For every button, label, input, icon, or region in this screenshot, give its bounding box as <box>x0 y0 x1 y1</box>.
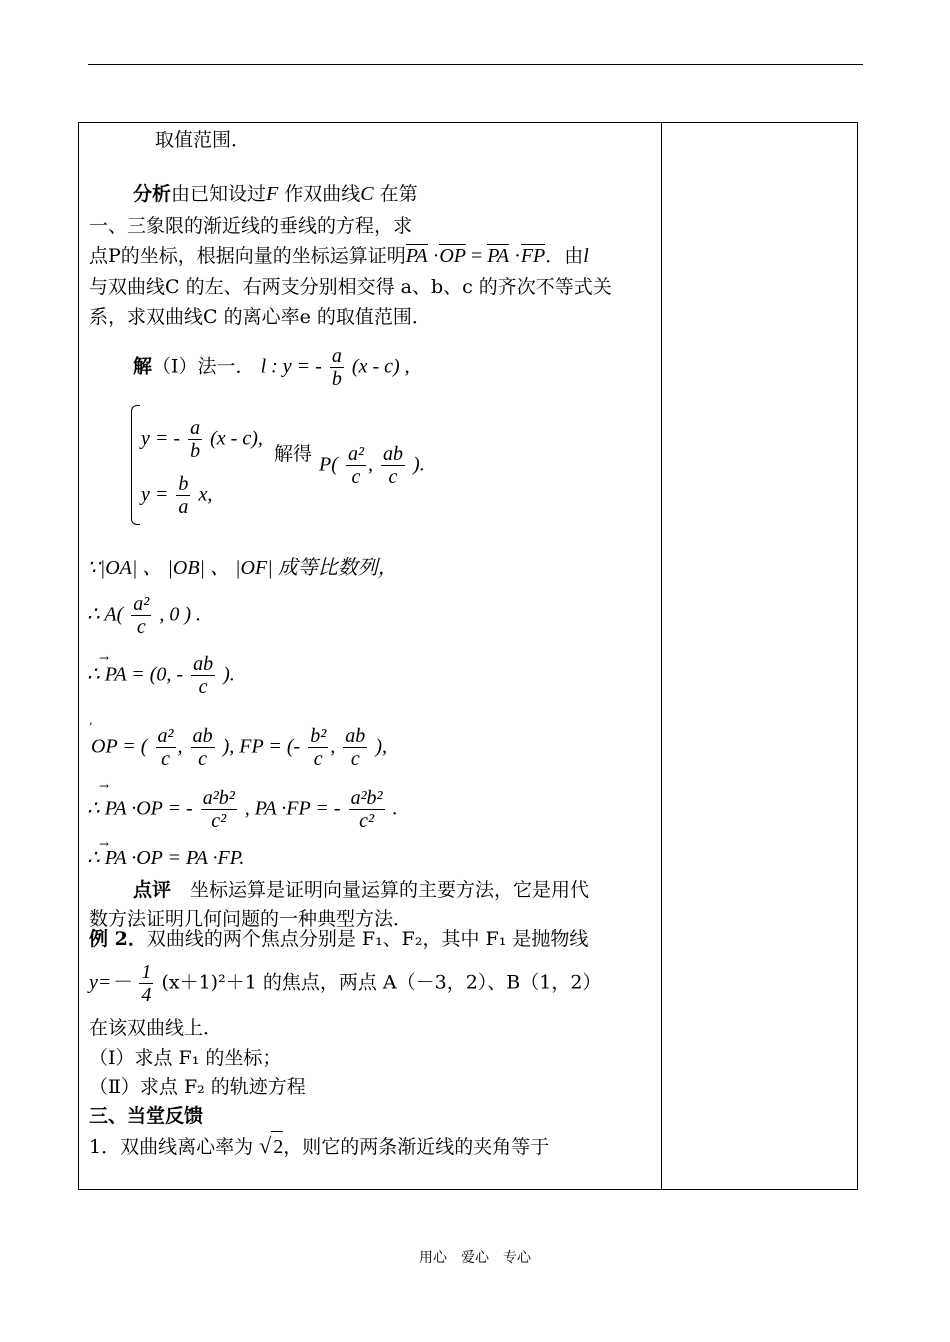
point-P: P( $\frac{\text{a²}}{c}$ , $\frac{ab}{c}$ ). <box>319 443 425 488</box>
fraction: $\frac{\text{a²}}{c}$ <box>157 725 174 770</box>
text: 由已知设过 <box>171 183 267 205</box>
fraction: $\frac{ab}{c}$ <box>382 443 403 488</box>
math: C <box>360 183 374 205</box>
geometric-sequence-line: ∵|OA| 、 |OB| 、 |OF| 成等比数列， <box>87 557 398 579</box>
text: （Ⅰ）法一． <box>152 355 255 378</box>
math: l : y = - <box>260 355 322 378</box>
analysis-label: 分析 <box>133 183 172 205</box>
math: l <box>583 245 589 267</box>
vector-arrow: → <box>99 779 110 793</box>
text-line: （Ⅱ）求点 F₂ 的轨迹方程 <box>89 1076 306 1098</box>
math: F <box>266 183 279 205</box>
dot-product-line: ∴ PA ·OP = - $\frac{\text{a²b²}}{\text{c²}}$ , PA ·FP = - $\frac{\text{a²b²}}{\text{c²}}$ . <box>87 787 398 832</box>
math: · <box>427 245 440 267</box>
comment-label: 点评 <box>133 879 172 901</box>
comment-line: 点评 坐标运算是证明向量运算的主要方法，它是用代 <box>133 879 590 901</box>
text-line: 系，求双曲线C 的离心率e 的取值范围． <box>89 306 431 328</box>
parabola-line: y=－ $\frac{1}{4}$ (x＋1)²＋1 的焦点，两点 A（－3，2）、B（1，2） <box>89 961 602 1006</box>
equation-1: y = - $\frac{a}{b}$ (x - c), <box>141 417 263 462</box>
example-2-line: 例 2．双曲线的两个焦点分别是 F₁、F₂，其中 F₁ 是抛物线 <box>89 928 589 950</box>
text-line: 在该双曲线上． <box>89 1017 223 1039</box>
fraction: $\frac{\text{a²}}{c}$ <box>347 443 364 488</box>
question-1-line: 1．双曲线离心率为 √ 2，则它的两条渐近线的夹角等于 <box>89 1131 549 1162</box>
vector-arrow: , <box>89 713 93 727</box>
text-line: （Ⅰ）求点 F₁ 的坐标； <box>89 1047 282 1069</box>
column-divider <box>661 123 662 1189</box>
text: ．由 <box>545 245 584 267</box>
fraction: $\frac{ab}{c}$ <box>345 725 366 770</box>
fraction: $\frac{\text{a²b²}}{\text{c²}}$ <box>350 787 383 832</box>
vector-arrow: → <box>99 837 110 851</box>
math: = <box>466 245 488 267</box>
equation-2: y = $\frac{b}{a}$ x, <box>141 473 213 518</box>
fraction: $\frac{a}{b}$ <box>190 417 201 462</box>
text-line: 取值范围． <box>155 129 251 151</box>
fraction: $\frac{ab}{c}$ <box>193 653 214 698</box>
main-cell <box>79 123 661 1189</box>
fraction: $\frac{\text{b²}}{c}$ <box>310 725 327 770</box>
math: · <box>509 245 521 267</box>
text: 点P的坐标，根据向量的坐标运算证明 <box>89 245 406 267</box>
content-table <box>78 122 858 1190</box>
text-line: 一、三象限的渐近线的垂线的方程，求 <box>89 215 413 237</box>
solution-label: 解 <box>133 355 153 378</box>
fraction: $\frac{\text{a²}}{c}$ <box>133 593 150 638</box>
vector-arrow: → <box>99 651 110 665</box>
header-rule <box>88 64 863 65</box>
text-line <box>89 241 589 271</box>
fraction: $\frac{1}{4}$ <box>141 961 152 1006</box>
text: 在第 <box>373 183 418 205</box>
PA-line: ∴ PA = (0, - $\frac{ab}{c}$ ). <box>87 653 235 698</box>
text-line: 数方法证明几何问题的一种典型方法． <box>89 908 413 930</box>
vector: PA <box>405 245 428 267</box>
vector: FP <box>520 245 546 267</box>
section-heading: 三、当堂反馈 <box>89 1105 204 1127</box>
math: (x - c) , <box>351 355 410 378</box>
solution-line <box>133 345 410 390</box>
fraction: $\frac{b}{a}$ <box>178 473 189 518</box>
sqrt-value: 2 <box>271 1131 283 1162</box>
text-line: 与双曲线C 的左、右两支分别相交得 a、b、c 的齐次不等式关 <box>89 276 612 298</box>
analysis-paragraph <box>133 179 418 209</box>
point-A-line: ∴ A( $\frac{\text{a²}}{c}$ , 0 ) . <box>87 593 202 638</box>
vector: PA <box>487 245 510 267</box>
solve-text: 解得 <box>274 443 313 465</box>
vector: OP <box>439 245 466 267</box>
page-footer: 用心 爱心 专心 <box>419 1250 531 1266</box>
fraction: $\frac{a}{b}$ <box>331 345 342 390</box>
OP-FP-line: OP = ( $\frac{\text{a²}}{c}$ , $\frac{ab}{c}$ ), FP = (- $\frac{\text{b²}}{c}$ , $\frac{ab}{c}$ ), <box>91 725 387 770</box>
fraction: $\frac{\text{a²b²}}{\text{c²}}$ <box>202 787 235 832</box>
text: 作双曲线 <box>278 183 361 205</box>
conclusion-line: ∴ PA ·OP = PA ·FP. <box>87 847 245 869</box>
fraction: $\frac{ab}{c}$ <box>192 725 213 770</box>
system-brace <box>131 405 140 525</box>
example-label: 例 2． <box>89 928 147 950</box>
